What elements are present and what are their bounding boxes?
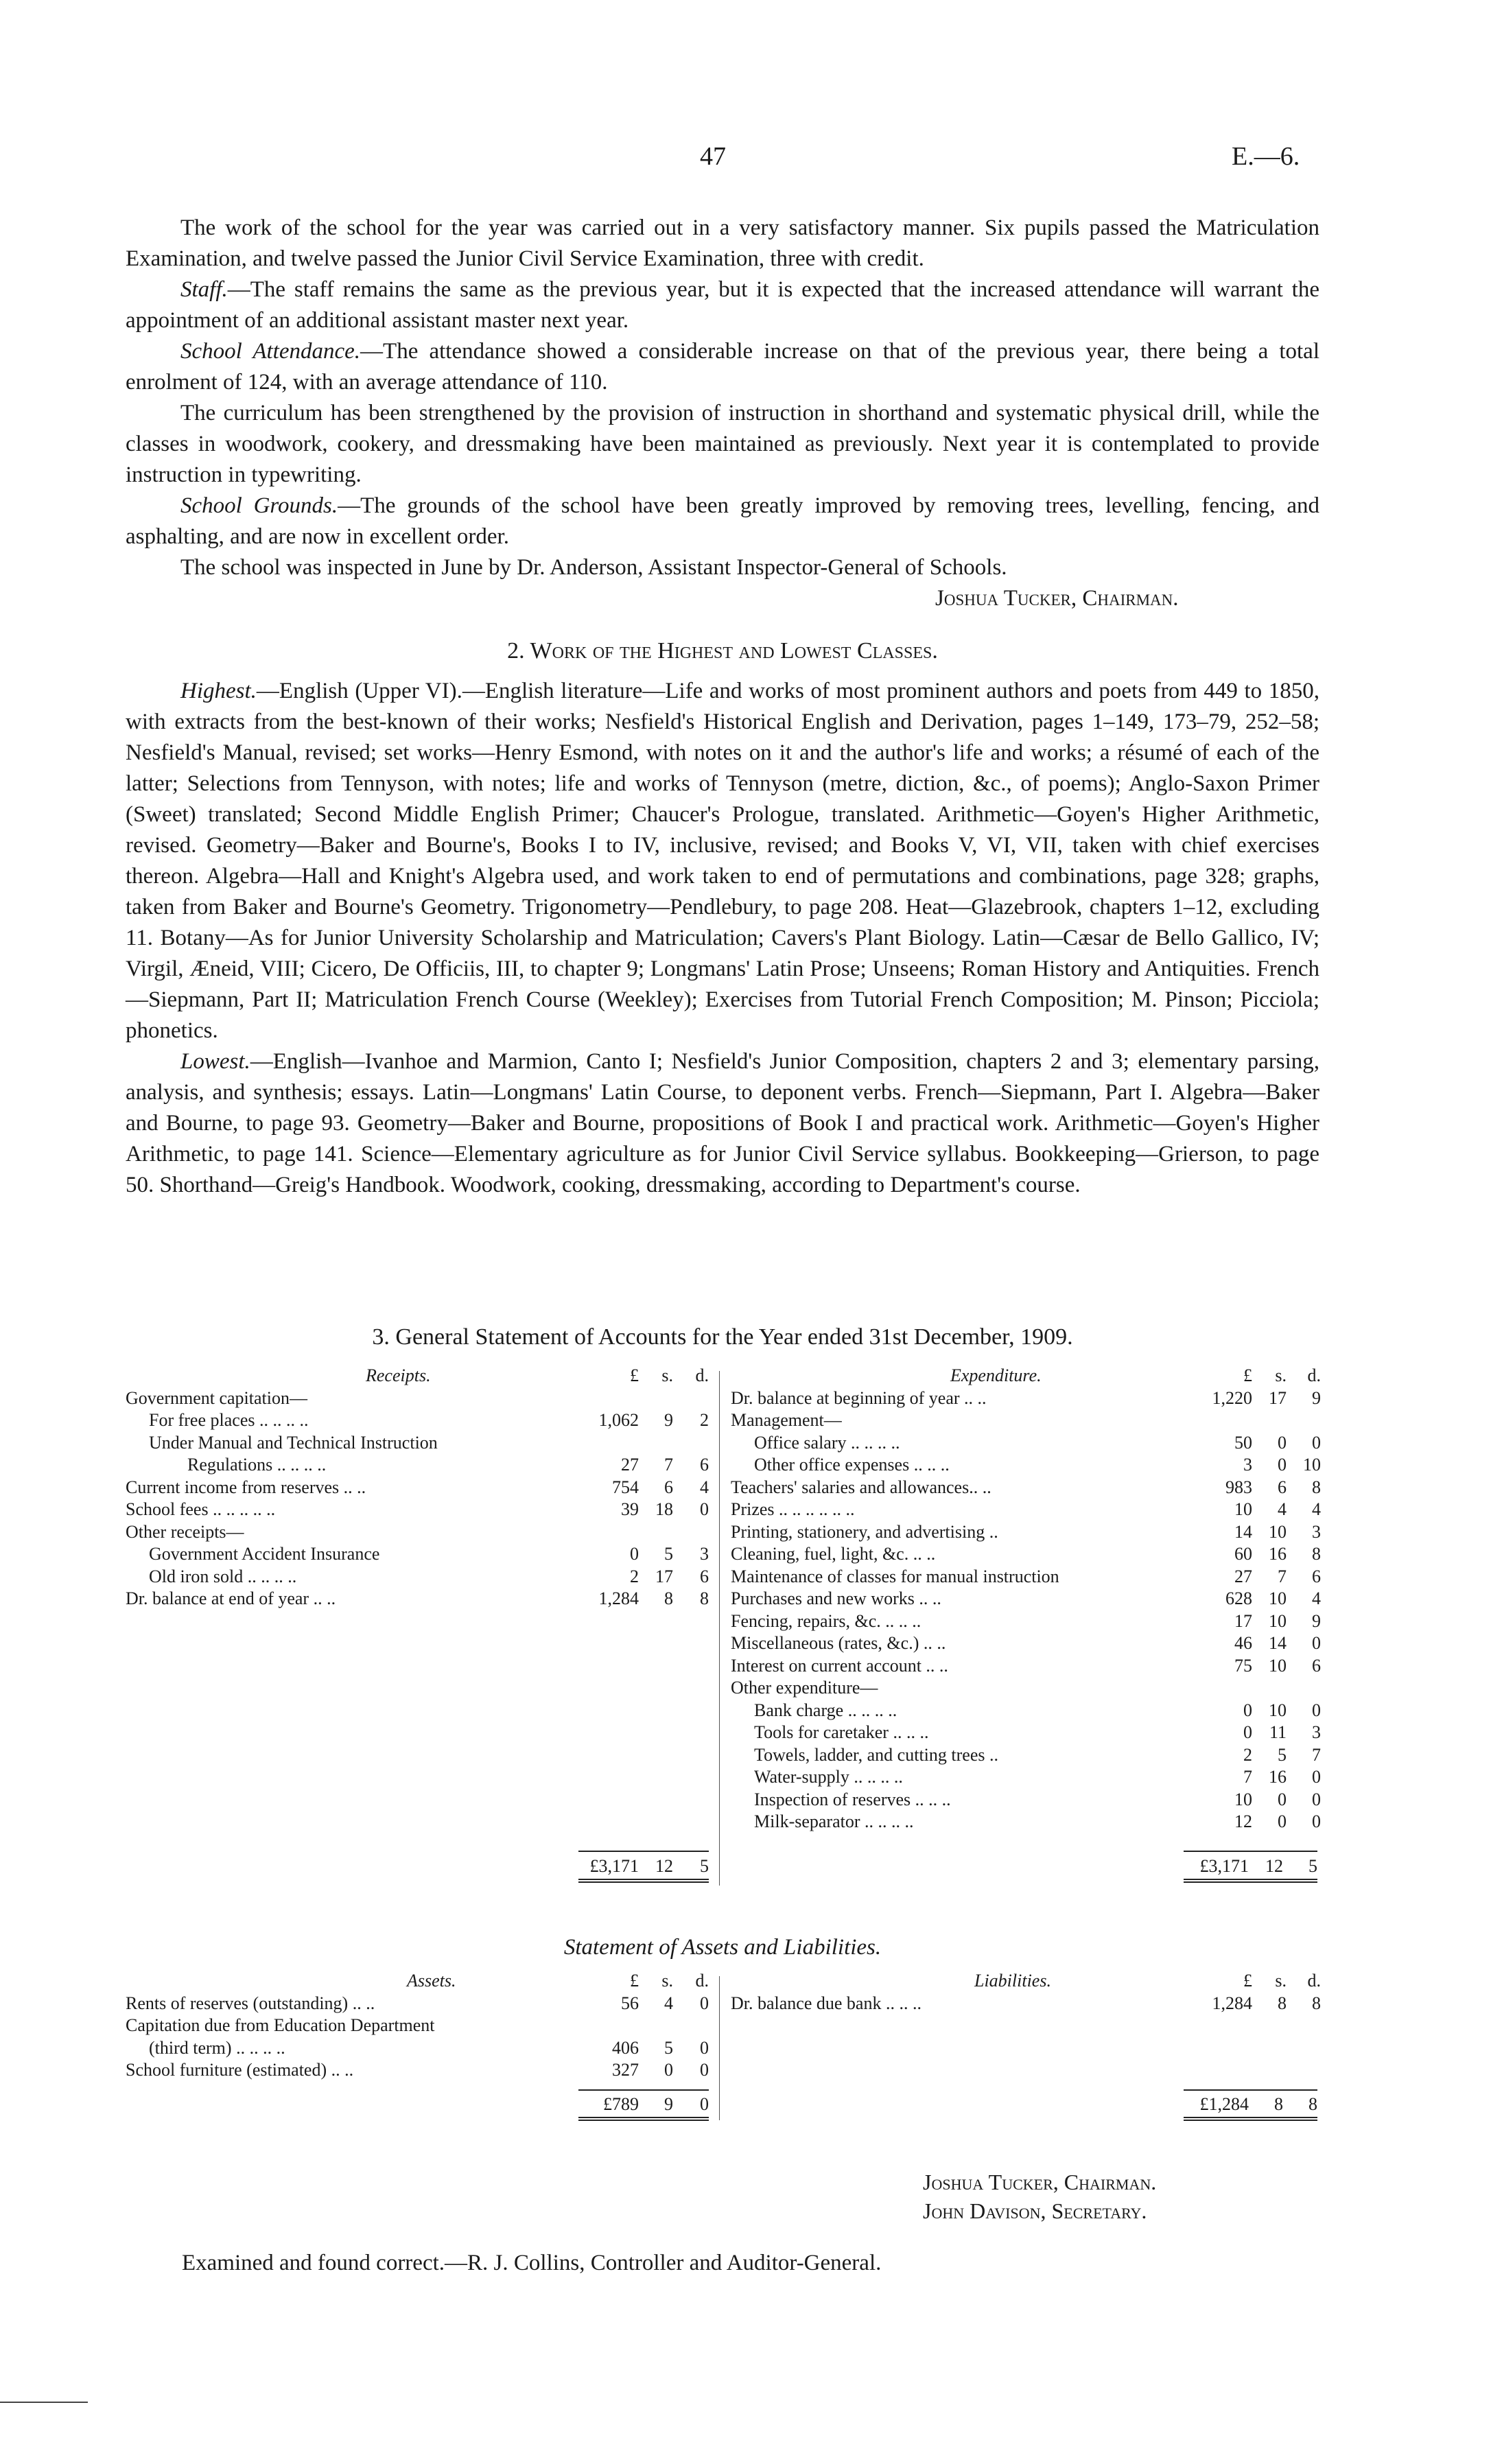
report-reference: E.—6.	[1232, 142, 1300, 171]
table-row: Towels, ladder, and cutting trees .. 2 5 7	[754, 1744, 1321, 1765]
table-row: School fees .. .. .. .. .. 39 18 0	[126, 1499, 709, 1519]
assets-heading: Assets.	[407, 1971, 456, 1991]
liabilities-total-row	[1184, 2094, 1317, 2121]
intro-section	[126, 213, 1319, 614]
grounds-text: —The grounds of the school have been greatly improved by removing trees, levelling, fencing, and asphalting, and are now in excellent order.	[126, 493, 1320, 549]
receipts-total-pounds: £3,171	[578, 1856, 639, 1881]
table-row: Management—	[731, 1410, 842, 1430]
assets-total-shillings: 9	[639, 2094, 673, 2119]
table-row: Fencing, repairs, &c. .. .. .. 17 10 9	[731, 1610, 1321, 1631]
table-row: Water-supply .. .. .. .. 7 16 0	[754, 1767, 1321, 1787]
assets-column-divider	[719, 1976, 720, 2120]
liabilities-total-pounds: £1,284	[1184, 2094, 1249, 2119]
table-row: Inspection of reserves .. .. .. 10 0 0	[754, 1789, 1321, 1809]
receipts-table	[126, 1365, 709, 1611]
expenditure-total-pence: 5	[1283, 1856, 1317, 1881]
table-row: Government capitation—	[126, 1387, 307, 1408]
table-row: Capitation due from Education Department	[126, 2015, 435, 2035]
attendance-text: —The attendance showed a considerable increase on that of the previous year, there being a total enrolment of 124, with an average attendance of 110.	[126, 339, 1319, 395]
table-row: Dr. balance at end of year .. .. 1,284 8 8	[126, 1588, 709, 1608]
table-row: Under Manual and Technical Instruction	[149, 1432, 438, 1453]
table-row: Milk-separator .. .. .. .. 12 0 0	[754, 1811, 1321, 1831]
liabilities-total-pence: 8	[1283, 2094, 1317, 2119]
liabilities-total-shillings: 8	[1249, 2094, 1283, 2119]
table-row: School furniture (estimated) .. .. 327 0 0	[126, 2060, 709, 2080]
chairman-signature: Joshua Tucker, Chairman.	[923, 2170, 1157, 2194]
pounds-header: £	[630, 1365, 639, 1385]
assets-total-pounds: £789	[578, 2094, 639, 2119]
table-row: For free places .. .. .. .. 1,062 9 2	[149, 1410, 709, 1430]
table-row: Tools for caretaker .. .. .. 0 11 3	[754, 1722, 1321, 1742]
staff-paragraph	[126, 274, 1319, 336]
receipts-header-row	[126, 1365, 709, 1388]
assets-header-row: Assets. £ s. d.	[126, 1971, 709, 1993]
auditor-line: Examined and found correct.—R. J. Collins, Controller and Auditor-General.	[182, 2251, 882, 2275]
table-row: Miscellaneous (rates, &c.) .. .. 46 14 0	[731, 1633, 1321, 1653]
column-divider	[719, 1371, 720, 1886]
assets-total-rule	[578, 2089, 709, 2091]
table-row: Other office expenses .. .. .. 3 0 10	[754, 1455, 1321, 1475]
table-row: Dr. balance due bank .. .. .. 1,284 8 8	[731, 1993, 1321, 2013]
receipts-total-shillings: 12	[639, 1856, 673, 1881]
expenditure-total-pounds: £3,171	[1184, 1856, 1249, 1881]
expenditure-total-shillings: 12	[1249, 1856, 1283, 1881]
pence-header: d.	[695, 1365, 709, 1385]
table-row: Regulations .. .. .. .. 27 7 6	[187, 1455, 709, 1475]
lowest-paragraph	[126, 1046, 1319, 1201]
table-row: Purchases and new works .. .. 628 10 4	[731, 1588, 1321, 1608]
inspection-paragraph: The school was inspected in June by Dr. Anderson, Assistant Inspector-General of Schools.	[180, 555, 1007, 580]
table-row: (third term) .. .. .. .. 406 5 0	[149, 2037, 709, 2058]
table-row: Prizes .. .. .. .. .. .. 10 4 4	[731, 1499, 1321, 1519]
expenditure-total-row	[1184, 1856, 1317, 1883]
receipts-heading: Receipts.	[366, 1365, 431, 1385]
attendance-paragraph	[126, 336, 1319, 398]
receipts-total-pence: 5	[673, 1856, 709, 1881]
table-row: Government Accident Insurance 0 5 3	[149, 1544, 709, 1564]
shillings-header: s.	[661, 1365, 673, 1385]
table-row: Office salary .. .. .. .. 50 0 0	[754, 1432, 1321, 1453]
liabilities-table	[731, 1971, 1321, 2015]
lowest-label: Lowest.	[180, 1049, 250, 1074]
liabilities-heading: Liabilities.	[974, 1971, 1051, 1991]
expenditure-total-rule	[1184, 1851, 1317, 1852]
expenditure-heading: Expenditure.	[950, 1365, 1042, 1385]
footer-rule	[0, 2402, 88, 2403]
assets-total-pence: 0	[673, 2094, 709, 2119]
table-row: Other receipts—	[126, 1521, 244, 1542]
section2-title: 2. Work of the Highest and Lowest Classes.	[507, 638, 938, 664]
intro-paragraph: The work of the school for the year was carried out in a very satisfactory manner. Six pupils passed the Matriculation Examination, and twelve passed the Junior Civil Service Examination, three with credit.	[126, 215, 1319, 271]
highest-text: —English (Upper VI).—English literature—Life and works of most prominent authors and poets from 449 to 1850, with extracts from the best-known of their works; Nesfield's Historical English and Derivation, pages 1–149, 173–79, 252–58; Nesfield's Manual, revised; set works—Henry Esmond, with notes on it and the author's life and works; a résumé of each of the latter; Selections from Tennyson, with notes; life and works of Tennyson (metre, diction, &c., of poems); Anglo-Saxon Primer (Sweet) translated; Second Middle English Primer; Chaucer's Prologue, translated. Arithmetic—Goyen's Higher Arithmetic, revised. Geometry—Baker and Bourne's, Books I to IV, inclusive, revised; and Books V, VI, VII, taken with chief exercises thereon. Algebra—Hall and Knight's Algebra used, and work taken to end of permutations and combinations, page 328; graphs, taken from Baker and Bourne's Geometry. Trigonometry—Pendlebury, to page 208. Heat—Glazebrook, chapters 1–12, excluding 11. Botany—As for Junior University Scholarship and Matriculation; Cavers's Plant Biology. Latin—Cæsar de Bello Gallico, IV; Virgil, Æneid, VIII; Cicero, De Officiis, III, to chapter 9; Longmans' Latin Prose; Unseens; Roman History and Antiquities. French—Siepmann, Part II; Matriculation French Course (Weekley); Exercises from Tutorial French Composition; M. Pinson; Picciola; phonetics.	[126, 679, 1319, 1043]
intro-signature: Joshua Tucker, Chairman.	[935, 586, 1179, 611]
receipts-total-rule	[578, 1851, 709, 1852]
table-row: Maintenance of classes for manual instruction 27 7 6	[731, 1566, 1321, 1586]
table-row: Other expenditure—	[731, 1678, 878, 1698]
table-row: Cleaning, fuel, light, &c. .. .. 60 16 8	[731, 1544, 1321, 1564]
table-row: Dr. balance at beginning of year .. .. 1,220 17 9	[731, 1387, 1321, 1408]
secretary-signature: John Davison, Secretary.	[923, 2198, 1147, 2223]
assets-total-row	[578, 2094, 709, 2121]
table-row: Teachers' salaries and allowances.. .. 983 6 8	[731, 1477, 1321, 1497]
expenditure-table	[731, 1365, 1321, 1834]
table-row: Old iron sold .. .. .. .. 2 17 6	[149, 1566, 709, 1586]
highest-label: Highest.	[180, 679, 257, 703]
table-row: Rents of reserves (outstanding) .. .. 56 4 0	[126, 1993, 709, 2013]
table-row: Interest on current account .. .. 75 10 6	[731, 1655, 1321, 1676]
highest-paragraph	[126, 676, 1319, 1046]
grounds-paragraph	[126, 491, 1319, 552]
staff-text: —The staff remains the same as the previous year, but it is expected that the increased attendance will warrant the appointment of an additional assistant master next year.	[126, 277, 1319, 333]
expenditure-header-row: Expenditure. £ s. d.	[731, 1365, 1321, 1388]
curriculum-paragraph: The curriculum has been strengthened by the provision of instruction in shorthand and systematic physical drill, while the classes in woodwork, cookery, and dressmaking have been maintained as previously. Next year it is contemplated to provide instruction in typewriting.	[126, 401, 1319, 487]
attendance-label: School Attendance.	[180, 339, 361, 364]
table-row: Current income from reserves .. .. 754 6 4	[126, 1477, 709, 1497]
table-row: Printing, stationery, and advertising .. 14 10 3	[731, 1521, 1321, 1542]
page-number: 47	[700, 142, 726, 171]
assets-table	[126, 1971, 709, 2082]
liabilities-header-row: Liabilities. £ s. d.	[731, 1971, 1321, 1993]
section3-title: 3. General Statement of Accounts for the Year ended 31st December, 1909.	[372, 1324, 1073, 1350]
table-row: Bank charge .. .. .. .. 0 10 0	[754, 1700, 1321, 1720]
assets-section-title: Statement of Assets and Liabilities.	[563, 1935, 882, 1960]
liabilities-total-rule	[1184, 2089, 1317, 2091]
grounds-label: School Grounds.	[180, 493, 338, 518]
receipts-total-row	[578, 1856, 709, 1883]
section2-body	[126, 676, 1319, 1201]
lowest-text: —English—Ivanhoe and Marmion, Canto I; Nesfield's Junior Composition, chapters 2 and 3; elementary parsing, analysis, and synthesis; essays. Latin—Longmans' Latin Course, to deponent verbs. French—Siepmann, Part I. Algebra—Baker and Bourne, to page 93. Geometry—Baker and Bourne, propositions of Book I and practical work. Arithmetic—Goyen's Higher Arithmetic, to page 141. Science—Elementary agriculture as for Junior Civil Service syllabus. Bookkeeping—Grierson, to page 50. Shorthand—Greig's Handbook. Woodwork, cooking, dressmaking, according to Department's course.	[126, 1049, 1319, 1197]
staff-label: Staff.	[180, 277, 228, 302]
